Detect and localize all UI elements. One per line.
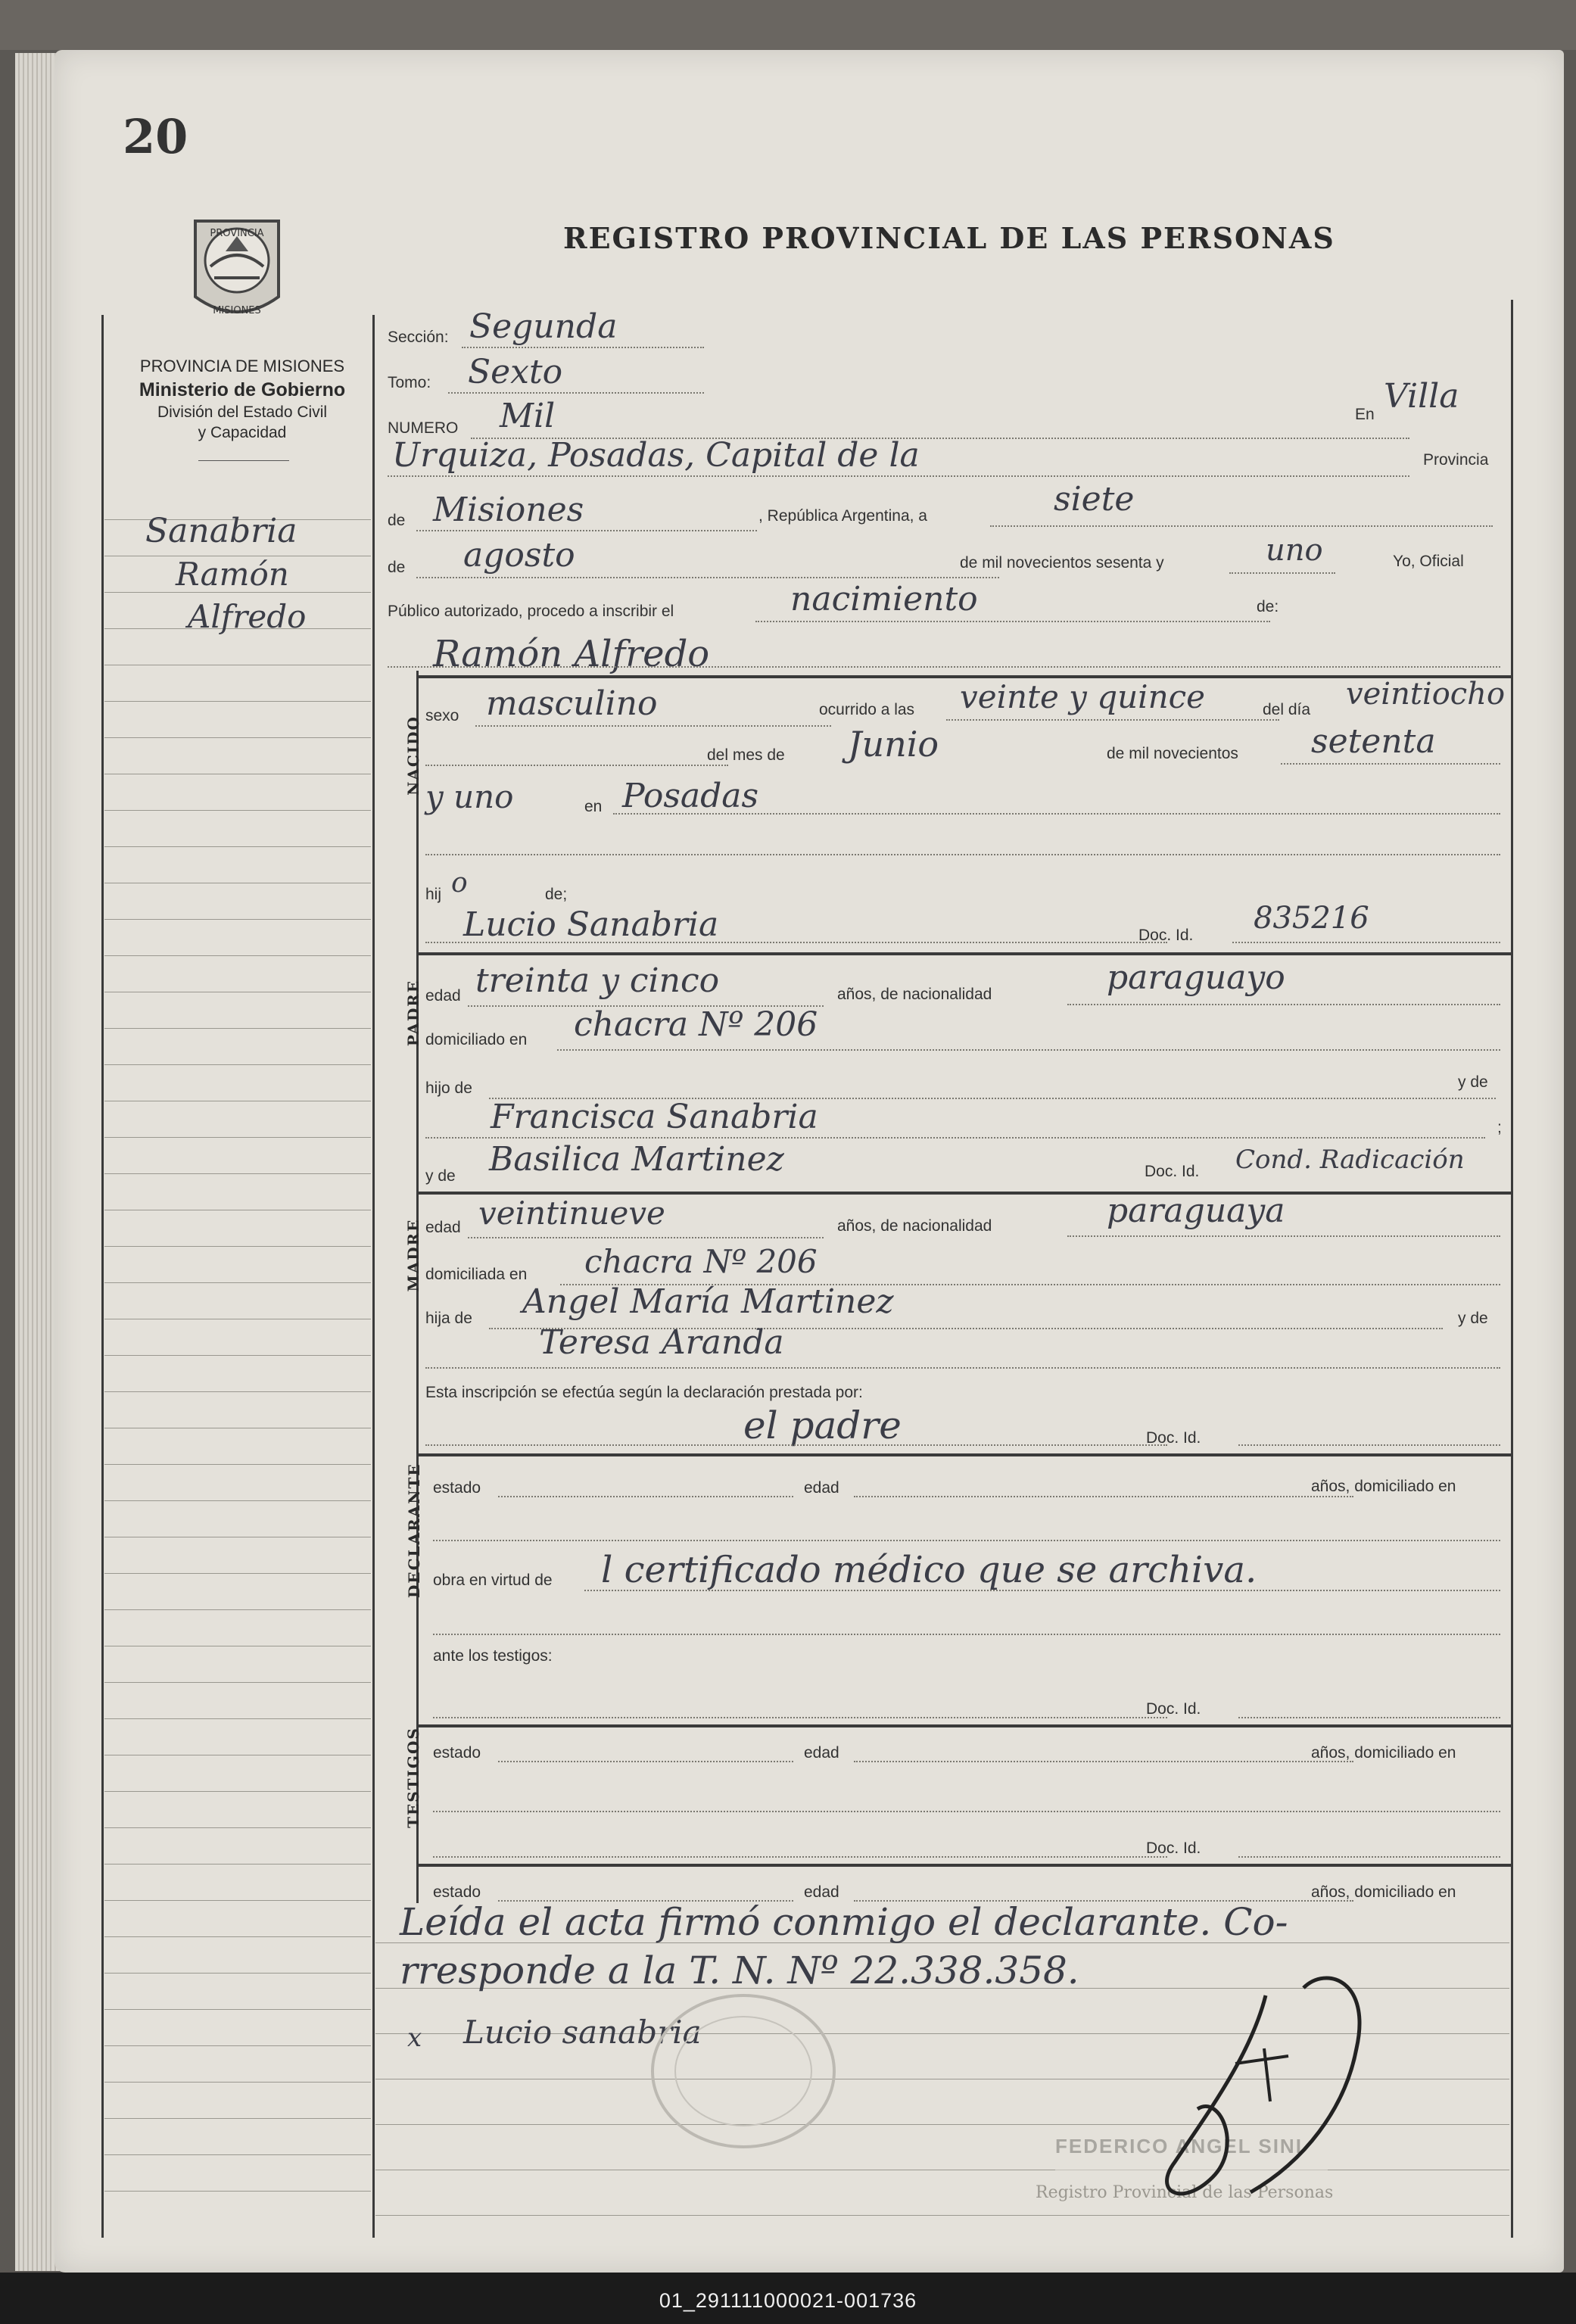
label-en-lugar: en <box>584 798 603 815</box>
dotline-testigo2 <box>433 1856 1167 1858</box>
section-declarante: DECLARANTE <box>405 1463 423 1598</box>
document-title: REGISTRO PROVINCIAL DE LAS PERSONAS <box>563 221 1335 255</box>
label-edad-testigo1: edad <box>804 1744 839 1762</box>
value-localidad: Urquiza, Posadas, Capital de la <box>392 436 920 475</box>
dotline-doc-declarante <box>1238 1444 1500 1446</box>
left-frame-line <box>101 315 104 2238</box>
value-abuela-paterna: Francisca Sanabria <box>491 1098 818 1136</box>
dotline-mes-pre <box>425 765 728 766</box>
document-page <box>55 50 1564 2273</box>
value-padre-doc2: Cond. Radicación <box>1235 1145 1465 1175</box>
value-abuelo-paterno: Basilica Martinez <box>489 1140 784 1179</box>
dotline-estado-declarante <box>498 1496 793 1497</box>
label-nacionalidad-madre: años, de nacionalidad <box>837 1217 992 1235</box>
label-de-semi: de; <box>545 886 568 903</box>
label-hij: hij <box>425 886 442 903</box>
label-sexo: sexo <box>425 707 459 724</box>
dotline-acto <box>755 621 1270 622</box>
label-doc-id-declarante: Doc. Id. <box>1146 1429 1201 1447</box>
label-numero: NUMERO <box>388 419 459 437</box>
dotline-nac-madre <box>1067 1235 1500 1237</box>
dotline-blank-obra <box>433 1634 1500 1635</box>
value-tomo: Sexto <box>468 353 563 391</box>
label-mil-novecientos: de mil novecientos sesenta y <box>960 554 1164 572</box>
label-esta-inscripcion: Esta inscripción se efectúa según la declaración prestada por: <box>425 1384 863 1401</box>
label-seccion: Sección: <box>388 329 449 346</box>
label-del-mes: del mes de <box>707 746 785 764</box>
label-doc-id-testigo2: Doc. Id. <box>1146 1840 1201 1857</box>
label-de-mil-novecientos: de mil novecientos <box>1107 745 1238 762</box>
section-madre: MADRE <box>404 1218 422 1292</box>
value-padre-dom: chacra Nº 206 <box>574 1005 818 1044</box>
value-madre-dom: chacra Nº 206 <box>584 1243 818 1280</box>
label-nacionalidad-padre: años, de nacionalidad <box>837 986 992 1003</box>
label-de-mes: de <box>388 559 406 576</box>
dotline-edad-madre <box>468 1237 824 1238</box>
official-signature-icon <box>1129 1965 1447 2215</box>
dotline-ano-nac <box>1281 763 1500 765</box>
label-edad-madre: edad <box>425 1219 461 1236</box>
ministry-line4: y Capacidad <box>198 424 287 442</box>
value-dia: siete <box>1054 480 1135 519</box>
value-ano-nac2: y uno <box>425 778 514 815</box>
dotline-edad-testigo1 <box>854 1761 1353 1762</box>
dotline-abuela-p <box>425 1137 1485 1139</box>
value-madre-edad: veintinueve <box>478 1195 665 1232</box>
label-edad-declarante: edad <box>804 1479 839 1497</box>
label-obra: obra en virtud de <box>433 1572 553 1589</box>
dotline-padre <box>425 942 1167 943</box>
value-mes: agosto <box>463 536 575 575</box>
margin-divider-line <box>372 315 375 2238</box>
value-obra: l certificado médico que se archiva. <box>601 1549 1257 1591</box>
faded-round-stamp-icon <box>645 1988 842 2154</box>
label-domiciliado-testigo1: años, domiciliado en <box>1311 1744 1456 1762</box>
signature-declarante: Lucio sanabria <box>463 2014 702 2051</box>
margin-name-first: Ramón <box>176 556 289 593</box>
label-estado-testigo1: estado <box>433 1744 481 1762</box>
seal-bottom-text: MISIONES <box>213 305 261 316</box>
value-padre-doc: 835216 <box>1254 901 1369 936</box>
label-hija-de: hija de <box>425 1310 472 1327</box>
value-dia-nac: veintiocho <box>1346 677 1506 712</box>
dotline-declarante <box>425 1444 1167 1446</box>
label-en: En <box>1355 406 1375 423</box>
label-y-de-padre: y de <box>1458 1073 1488 1091</box>
scan-id-label: 01_291111000021-001736 <box>659 2289 917 2312</box>
value-madre-nac: paraguaya <box>1107 1192 1285 1230</box>
dotline-abuela-m <box>425 1367 1500 1369</box>
section-padre: PADRE <box>404 979 422 1047</box>
dotline-blank-declarante <box>433 1540 1500 1541</box>
margin-name-second: Alfredo <box>188 598 307 635</box>
section-nacido: NACIDO <box>404 715 422 796</box>
dotline-doc-testigo1 <box>1238 1717 1500 1718</box>
scan-top-background <box>0 0 1576 50</box>
label-ante: ante los testigos: <box>433 1647 553 1665</box>
label-de-colon: de: <box>1257 598 1279 615</box>
value-ano: uno <box>1266 533 1323 568</box>
value-sexo: masculino <box>486 684 658 723</box>
book-page-edges <box>15 53 61 2271</box>
note-line1: Leída el acta firmó conmigo el declarante. Co- <box>400 1900 1288 1944</box>
label-tomo: Tomo: <box>388 374 431 391</box>
page-number: 20 <box>123 109 188 164</box>
dotline-estado-testigo1 <box>498 1761 793 1762</box>
provincial-seal-icon <box>180 213 294 327</box>
label-domiciliado-padre: domiciliado en <box>425 1031 528 1048</box>
value-padre-edad: treinta y cinco <box>475 961 720 1000</box>
note-line2: rresponde a la T. N. Nº 22.338.358. <box>400 1949 1079 1992</box>
value-padre-nac: paraguayo <box>1107 958 1285 997</box>
rule-declarante-top <box>416 1453 1512 1456</box>
label-y-de-abuelo: y de <box>425 1167 456 1185</box>
dotline-hora <box>946 719 1279 721</box>
dotline-dom-padre <box>557 1049 1500 1051</box>
ministry-line2: Ministerio de Gobierno <box>139 379 346 400</box>
stamp-official-name: FEDERICO ANGEL SINI <box>1055 2135 1303 2157</box>
value-acto: nacimiento <box>790 580 978 618</box>
label-ocurrido: ocurrido a las <box>819 701 915 718</box>
value-abuelo-materno: Angel María Martinez <box>522 1282 894 1321</box>
label-semicolon: ; <box>1497 1119 1502 1136</box>
value-hora: veinte y quince <box>960 678 1206 715</box>
dotline-provincia <box>416 530 757 531</box>
label-edad-testigo2: edad <box>804 1883 839 1901</box>
label-doc-id-testigo1: Doc. Id. <box>1146 1700 1201 1718</box>
dotline-sexo <box>475 725 831 727</box>
label-domiciliado-testigo2: años, domiciliado en <box>1311 1883 1456 1901</box>
label-estado-testigo2: estado <box>433 1883 481 1901</box>
value-en: Villa <box>1384 377 1459 416</box>
dotline-nac-padre <box>1067 1004 1500 1005</box>
dotline-doc-padre <box>1232 942 1500 943</box>
stamp-subtitle: Registro Provincial de las Personas <box>1036 2183 1334 2202</box>
label-estado-declarante: estado <box>433 1479 481 1497</box>
dotline-blank <box>425 854 1500 855</box>
dotline-testigo1 <box>433 1717 1167 1718</box>
label-yo-oficial: Yo, Oficial <box>1393 553 1464 570</box>
value-numero: Mil <box>500 397 556 435</box>
value-hijo-suffix: o <box>451 868 468 899</box>
label-del-dia: del día <box>1263 701 1311 718</box>
label-provincia: Provincia <box>1423 451 1489 469</box>
value-padre: Lucio Sanabria <box>463 905 719 944</box>
rule-padre-top <box>416 952 1512 955</box>
seal-top-text: PROVINCIA <box>210 228 264 239</box>
dotline-mes <box>416 577 999 578</box>
label-doc-id-padre: Doc. Id. <box>1138 927 1194 944</box>
signature-mark: x <box>407 2023 422 2053</box>
dotline-tomo <box>448 392 704 394</box>
ministry-line1: PROVINCIA DE MISIONES <box>139 357 345 375</box>
label-domiciliada-madre: domiciliada en <box>425 1266 528 1283</box>
dotline-doc-testigo2 <box>1238 1856 1500 1858</box>
value-seccion: Segunda <box>469 307 618 346</box>
ministry-block <box>106 356 378 444</box>
label-doc-id-abuelo: Doc. Id. <box>1145 1163 1200 1180</box>
rule-testigo2-top <box>416 1864 1512 1867</box>
dotline-seccion <box>462 347 704 348</box>
ministry-line3: División del Estado Civil <box>157 403 328 422</box>
value-mes-nac: Junio <box>848 724 939 765</box>
value-abuela-materna: Teresa Aranda <box>539 1323 784 1362</box>
dotline-ano <box>1229 572 1335 574</box>
value-nombre: Ramón Alfredo <box>433 633 710 675</box>
value-lugar: Posadas <box>622 777 759 815</box>
dotline-dia <box>990 525 1493 527</box>
label-publico: Público autorizado, procedo a inscribir el <box>388 603 674 620</box>
value-ano-nac: setenta <box>1311 722 1436 761</box>
label-hijo-de: hijo de <box>425 1079 472 1097</box>
label-domiciliado-declarante: años, domiciliado en <box>1311 1478 1456 1495</box>
value-declarante: el padre <box>743 1403 902 1447</box>
section-testigos: TESTIGOS <box>404 1727 422 1828</box>
dotline-blank-testigo1 <box>433 1811 1500 1812</box>
margin-name-surname: Sanabria <box>145 512 297 550</box>
rule-testigos-top <box>416 1724 1512 1727</box>
right-frame-line <box>1511 300 1513 2238</box>
label-edad-padre: edad <box>425 987 461 1005</box>
dotline-obra <box>584 1590 1500 1591</box>
dotline-edad-declarante <box>854 1496 1353 1497</box>
label-de-provincia: de <box>388 512 406 529</box>
label-y-de-madre: y de <box>1458 1310 1488 1327</box>
value-provincia: Misiones <box>433 491 584 529</box>
dotline-localidad <box>388 475 1409 477</box>
ministry-underline <box>198 460 289 461</box>
label-republica: , República Argentina, a <box>758 507 927 525</box>
dotline-nombre <box>388 666 1500 668</box>
